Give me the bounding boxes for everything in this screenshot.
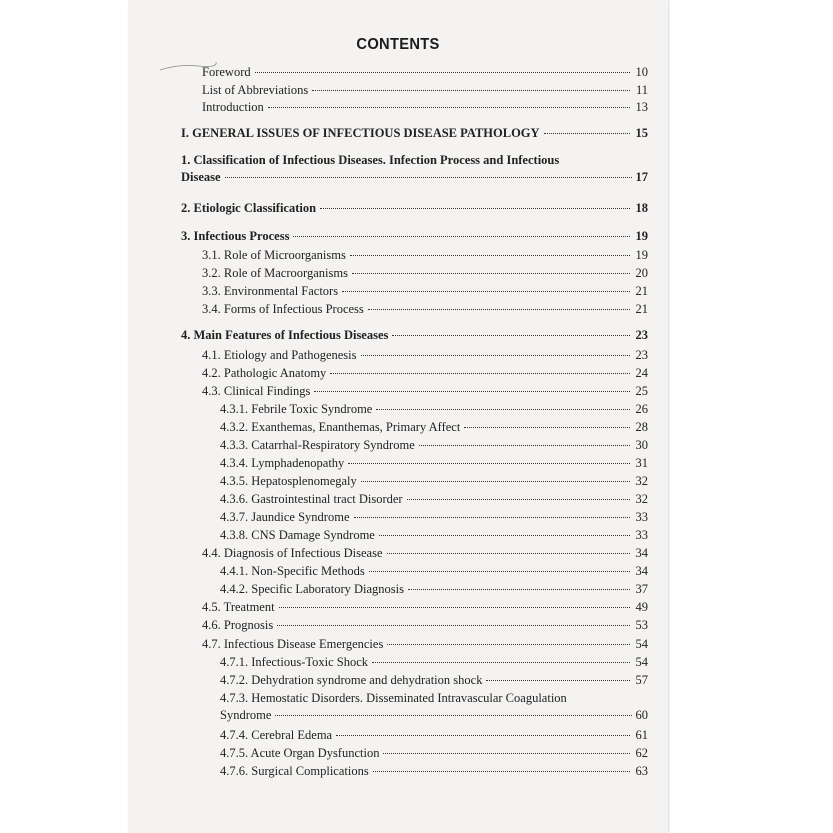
page-title: CONTENTS	[356, 36, 440, 53]
leader-dots	[372, 662, 630, 663]
toc-page-number: 19	[635, 229, 648, 243]
toc-label-line1: 1. Classification of Infectious Diseases. Infection Process and Infectious	[181, 153, 560, 167]
toc-entry[interactable]	[202, 617, 648, 633]
toc-entry[interactable]	[202, 599, 648, 615]
toc-subentry[interactable]	[220, 563, 648, 579]
toc-entry[interactable]	[202, 82, 648, 98]
leader-dots	[361, 355, 631, 356]
toc-entry[interactable]	[202, 383, 648, 399]
leader-dots	[408, 589, 630, 590]
toc-entry[interactable]	[202, 347, 648, 363]
toc-chapter-heading[interactable]	[181, 200, 648, 216]
leader-dots	[387, 553, 630, 554]
toc-label-line1: 4.7.3. Hemostatic Disorders. Disseminated Intravascular Coagulation	[220, 691, 567, 705]
toc-subentry[interactable]	[220, 690, 648, 724]
toc-label: 3.4. Forms of Infectious Process	[202, 302, 364, 316]
toc-entry[interactable]	[202, 265, 648, 281]
toc-entry[interactable]	[202, 636, 648, 652]
toc-subentry[interactable]	[220, 437, 648, 453]
toc-label: 3.1. Role of Microorganisms	[202, 248, 346, 262]
leader-dots	[352, 273, 630, 274]
toc-label: 4.3.8. CNS Damage Syndrome	[220, 528, 375, 542]
toc-label: 4. Main Features of Infectious Diseases	[181, 328, 389, 342]
toc-subentry[interactable]	[220, 672, 648, 688]
toc-label: 3.3. Environmental Factors	[202, 284, 339, 298]
leader-dots	[350, 255, 630, 256]
leader-dots	[279, 607, 630, 608]
leader-dots	[376, 409, 630, 410]
toc-entry[interactable]	[202, 301, 648, 317]
toc-page-number: 62	[635, 746, 648, 760]
toc-page-number: 24	[635, 366, 648, 380]
leader-dots	[373, 771, 630, 772]
toc-page-number: 63	[635, 764, 648, 778]
toc-chapter-heading[interactable]	[181, 152, 648, 186]
toc-label: 4.7.2. Dehydration syndrome and dehydration shock	[220, 673, 483, 687]
toc-label: 4.3.1. Febrile Toxic Syndrome	[220, 402, 373, 416]
leader-dots	[419, 445, 630, 446]
toc-label: 4.4. Diagnosis of Infectious Disease	[202, 546, 383, 560]
toc-label: 4.3.6. Gastrointestinal tract Disorder	[220, 492, 403, 506]
leader-dots	[268, 107, 630, 108]
toc-label: 4.3.7. Jaundice Syndrome	[220, 510, 350, 524]
leader-dots	[330, 373, 630, 374]
toc-page-number: 21	[635, 302, 648, 316]
toc-label: 4.3.2. Exanthemas, Enanthemas, Primary Affect	[220, 420, 461, 434]
toc-label: I. GENERAL ISSUES OF INFECTIOUS DISEASE PATHOLOGY	[181, 126, 540, 140]
toc-subentry[interactable]	[220, 473, 648, 489]
toc-subentry[interactable]	[220, 745, 648, 761]
toc-label: 2. Etiologic Classification	[181, 201, 317, 215]
toc-subentry[interactable]	[220, 727, 648, 743]
leader-dots	[312, 90, 630, 91]
leader-dots	[342, 291, 630, 292]
leader-dots	[314, 391, 630, 392]
leader-dots	[407, 499, 630, 500]
toc-entry[interactable]	[202, 247, 648, 263]
toc-entry[interactable]	[202, 64, 648, 80]
leader-dots	[225, 177, 632, 178]
toc-page-number: 34	[635, 564, 648, 578]
leader-dots	[486, 680, 630, 681]
leader-dots	[368, 309, 630, 310]
toc-label: Foreword	[202, 65, 251, 79]
leader-dots	[392, 335, 630, 336]
toc-page-number: 25	[635, 384, 648, 398]
toc-label-line2: Syndrome	[220, 708, 272, 722]
toc-page-number: 34	[635, 546, 648, 560]
toc-page-number: 11	[635, 83, 648, 97]
toc-page-number: 33	[635, 510, 648, 524]
toc-part-heading[interactable]	[181, 125, 648, 141]
toc-subentry[interactable]	[220, 763, 648, 779]
toc-label: 4.7.4. Cerebral Edema	[220, 728, 333, 742]
toc-page-number: 54	[635, 655, 648, 669]
leader-dots	[275, 715, 631, 716]
toc-label: 4.3.3. Catarrhal-Respiratory Syndrome	[220, 438, 415, 452]
toc-subentry[interactable]	[220, 509, 648, 525]
toc-label: Introduction	[202, 100, 264, 114]
leader-dots	[293, 236, 630, 237]
leader-dots	[464, 427, 630, 428]
toc-page-number: 21	[635, 284, 648, 298]
toc-page-number: 18	[635, 201, 648, 215]
leader-dots	[336, 735, 630, 736]
toc-label: 4.6. Prognosis	[202, 618, 274, 632]
toc-page-number: 33	[635, 528, 648, 542]
book-page	[128, 0, 668, 833]
toc-chapter-heading[interactable]	[181, 228, 648, 244]
toc-page-number: 54	[635, 637, 648, 651]
toc-page-number: 23	[635, 348, 648, 362]
toc-label: 4.2. Pathologic Anatomy	[202, 366, 327, 380]
toc-label: 4.5. Treatment	[202, 600, 275, 614]
toc-page-number: 31	[635, 456, 648, 470]
toc-entry[interactable]	[202, 365, 648, 381]
toc-entry[interactable]	[202, 545, 648, 561]
toc-subentry[interactable]	[220, 491, 648, 507]
leader-dots	[544, 133, 630, 134]
toc-page-number: 26	[635, 402, 648, 416]
toc-subentry[interactable]	[220, 401, 648, 417]
toc-label: 4.4.1. Non-Specific Methods	[220, 564, 365, 578]
toc-page-number: 15	[635, 126, 648, 140]
toc-page-number: 30	[635, 438, 648, 452]
leader-dots	[379, 535, 630, 536]
toc-subentry[interactable]	[220, 419, 648, 435]
toc-page-number: 17	[635, 170, 648, 184]
toc-page-number: 60	[635, 708, 648, 722]
toc-chapter-heading[interactable]	[181, 327, 648, 343]
toc-label: List of Abbreviations	[202, 83, 309, 97]
toc-label: 4.7.5. Acute Organ Dysfunction	[220, 746, 380, 760]
toc-page-number: 37	[635, 582, 648, 596]
toc-page-number: 32	[635, 492, 648, 506]
leader-dots	[277, 625, 630, 626]
toc-page-number: 49	[635, 600, 648, 614]
leader-dots	[320, 208, 630, 209]
toc-page-number: 28	[635, 420, 648, 434]
toc-page-number: 13	[635, 100, 648, 114]
toc-label: 4.3.5. Hepatosplenomegaly	[220, 474, 357, 488]
toc-entry[interactable]	[202, 99, 648, 115]
toc-label: 4.4.2. Specific Laboratory Diagnosis	[220, 582, 404, 596]
toc-page-number: 57	[635, 673, 648, 687]
toc-label: 4.3. Clinical Findings	[202, 384, 311, 398]
toc-subentry[interactable]	[220, 455, 648, 471]
toc-page-number: 61	[635, 728, 648, 742]
toc-page-number: 10	[635, 65, 648, 79]
leader-dots	[348, 463, 630, 464]
leader-dots	[387, 644, 630, 645]
toc-subentry[interactable]	[220, 581, 648, 597]
toc-label: 3. Infectious Process	[181, 229, 290, 243]
toc-label: 4.7. Infectious Disease Emergencies	[202, 637, 384, 651]
toc-page-number: 19	[635, 248, 648, 262]
toc-page-number: 32	[635, 474, 648, 488]
toc-label: 4.7.6. Surgical Complications	[220, 764, 369, 778]
leader-dots	[354, 517, 631, 518]
toc-label-line2: Disease	[181, 170, 221, 184]
toc-subentry[interactable]	[220, 527, 648, 543]
toc-page-number: 53	[635, 618, 648, 632]
leader-dots	[383, 753, 630, 754]
toc-page-number: 20	[635, 266, 648, 280]
toc-entry[interactable]	[202, 283, 648, 299]
toc-label: 3.2. Role of Macroorganisms	[202, 266, 348, 280]
leader-dots	[255, 72, 630, 73]
toc-label: 4.3.4. Lymphadenopathy	[220, 456, 345, 470]
leader-dots	[369, 571, 630, 572]
toc-label: 4.7.1. Infectious-Toxic Shock	[220, 655, 369, 669]
toc-label: 4.1. Etiology and Pathogenesis	[202, 348, 357, 362]
toc-page-number: 23	[635, 328, 648, 342]
leader-dots	[361, 481, 630, 482]
toc-subentry[interactable]	[220, 654, 648, 670]
